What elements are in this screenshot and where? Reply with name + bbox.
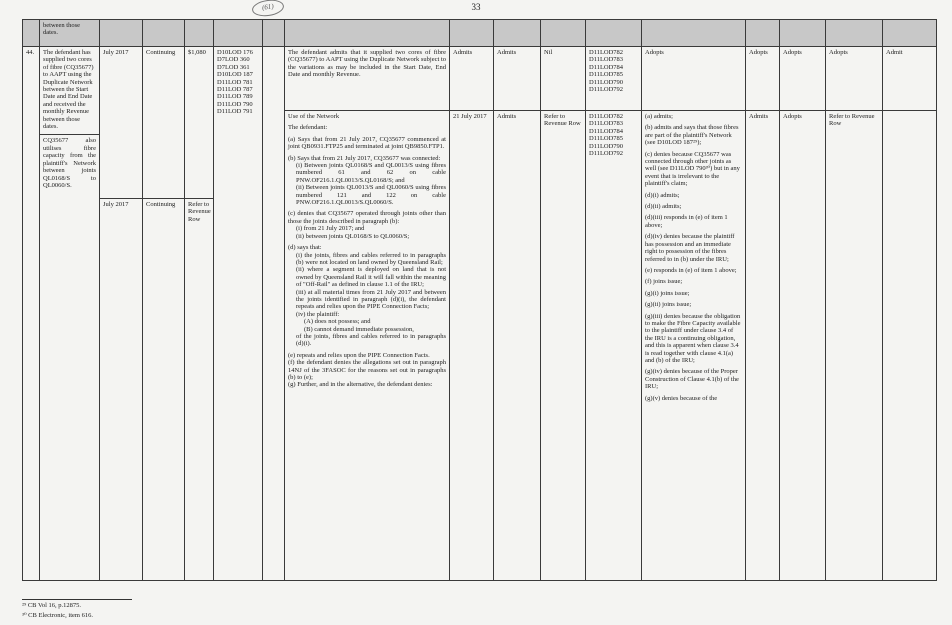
plaintiff-g-ii: (g)(ii) joins issue; [645,301,692,309]
network-d: (d) says that: [288,244,322,252]
network-b-ii: (ii) Between joints QL0013/S and QL0060/S using fibres numbered 121 and 122 on cable PNW.OF216.1.QL0013/S.QL0060/S. [296,184,446,207]
network-cell [285,111,450,581]
network-f: (f) the defendant denies the allegations set out in paragraph 14NJ of the 3FASOC for the reasons set out in paragraphs (b) to (e); [288,359,446,381]
network-heading: Use of the Network [288,113,340,120]
response-c: Nil [541,47,586,111]
lod-list-1: D11LOD782 D11LOD783 D11LOD784 D11LOD785 D11LOD790 D11LOD792 [586,47,642,111]
network-c-i: (i) from 21 July 2017; and [296,225,365,233]
refer-revenue: Refer to Revenue Row [188,201,211,223]
admit-final: Admit [883,47,937,111]
network-b: (b) Says that from 21 July 2017, CQ35677 was connected: [288,154,441,162]
pleading-table [22,19,937,581]
network-d-iii: (iii) at all material times from 21 July 2017 and between the joints identified in paragraph (d)(i), the defendant repeats and relies upon the PIPE Connection Facts; [296,288,446,311]
footnote-30: ³⁰ CB Electronic, item 616. [22,612,93,619]
network-b-i: (i) Between joints QL0168/S and QL0013/S using fibres numbered 61 and 62 on cable PNW.OF216.1.QL0013/S.QL0168/S; and [296,162,446,184]
network-adopts: Admits [746,111,780,581]
network-c-ii: (ii) between joints QL0168/S to QL0060/S; [296,232,410,240]
plaintiff-d-iv: (d)(iv) denies because the plaintiff has possession and an immediate right to possession of the fibres referred to in (b) under the IRU; [645,233,735,263]
plaintiff-d-iii: (d)(iii) responds in (e) of item 1 above; [645,214,728,229]
network-admits: Admits [494,111,541,581]
plaintiff-a: (a) admits; [645,113,673,120]
plaintiff-f: (f) joins issue; [645,278,683,286]
plaintiff-b: (b) admits and says that those fibres are part of the plaintiff's Network (see D10LOD 187²⁹); [645,124,739,147]
plaintiff-g-v: (g)(v) denies because of the [645,394,718,402]
item-number: 44. [23,47,40,581]
adopts-3: Adopts [780,47,826,111]
date-cell [100,47,143,581]
network-d-i: (i) the joints, fibres and cables referred to in paragraphs (b) were not located on land owned by Queensland Rail; [296,251,446,266]
cell-blank [23,20,40,47]
footnote-divider [22,599,132,600]
continuation-text: between those dates. [40,20,100,47]
plaintiff-d-i: (d)(i) admits; [645,191,680,199]
network-d-iv-tail: of the joints, fibres and cables referred to in paragraphs (d)(i). [296,332,446,348]
plaintiff-e: (e) responds in (e) of item 1 above; [645,266,737,274]
adopts-2: Adopts [746,47,780,111]
status-1: Continuing [146,49,176,56]
plaintiff-g-iv: (g)(iv) denies because of the Proper Construction of Clause 4.1(b) of the IRU; [645,368,739,391]
network-refer: Refer to Revenue Row [541,111,586,581]
adopts-1: Adopts [642,47,746,111]
date-1: July 2017 [103,49,129,56]
amount-cell [185,47,214,581]
network-lod-list: D11LOD782 D11LOD783 D11LOD784 D11LOD785 D11LOD790 D11LOD792 [586,111,642,581]
response-a: Admits [450,47,494,111]
amount: $1,080 [188,49,206,56]
network-c: (c) denies that CQ35677 operated through joints other than those the joints described in paragraph (b): [288,210,446,225]
network-a: (a) Says that from 21 July 2017, CQ35677 commenced at joint QB0931.FTP25 and terminated at joint QB9850.FTP1. [288,135,446,151]
plaintiff-g-i: (g)(i) joins issue; [645,289,690,297]
adopts-4: Adopts [826,47,883,111]
date-2: July 2017 [103,201,129,208]
plaintiff-c: (c) denies because CQ35677 was connected through other joints as well (see D11LOD 790³⁰) but in any event that is irrelevant to the plaintiff's claim; [645,150,740,188]
network-d-iv: (iv) the plaintiff: [296,310,340,318]
description-cell [40,47,100,581]
footnote-29: ²⁹ CB Vol 16, p.12875. [22,602,82,609]
docs-list: D10LOD 176 D7LOD 360 D7LOD 361 D10LOD 187 D11LOD 781 D11LOD 787 D11LOD 789 D11LOD 790 D11LOD 791 [214,47,263,581]
cell-blank-2 [263,47,285,581]
network-refer-2: Refer to Revenue Row [826,111,883,581]
plaintiff-response [642,111,746,581]
network-g: (g) Further, and in the alternative, the defendant denies: [288,381,433,389]
network-d-iv-a: (A) does not possess; and [304,318,371,326]
status-2: Continuing [146,201,176,208]
description-sub: CQ35677 also utilises fibre capacity from the plaintiff's Network between joints QL0168/S to QL0060/S. [43,137,96,189]
network-adopts-2: Adopts [780,111,826,581]
cell-blank-3 [883,111,937,581]
network-d-iv-b: (B) cannot demand immediate possession, [304,325,414,333]
handwritten-mark: (61) [251,0,285,18]
network-date: 21 July 2017 [450,111,494,581]
status-cell [143,47,185,581]
response-b: Admits [494,47,541,111]
network-e: (e) repeats and relies upon the PIPE Connection Facts. [288,351,430,359]
plaintiff-d-ii: (d)(ii) admits; [645,203,682,211]
description-main: The defendant has supplied two cores of fibre (CQ35677) to AAPT using the Duplicate Network between the Start Date and End Date and received the monthly Revenue between those dates. [43,49,94,131]
page-number: 33 [471,2,481,12]
admit-paragraph: The defendant admits that it supplied two cores of fibre (CQ35677) to AAPT using the Duplicate Network subject to the variations as may be included in the Start Date, End Date and monthly Revenue. [285,47,450,111]
network-d-ii: (ii) where a segment is deployed on land that is not owned by Queensland Rail it will fall within the meaning of "Off-Rail" as defined in clause 1.1 of the IRU; [296,266,446,289]
network-lead: The defendant: [288,124,328,132]
plaintiff-g-iii: (g)(iii) denies because the obligation to make the Fibre Capacity available to the plaintiff under clause 3.4 of the IRU is a continuing obligation, and this is apparent when clause 3.4 is read together with clause 4.1(a) and (b) of the IRU; [645,312,741,364]
